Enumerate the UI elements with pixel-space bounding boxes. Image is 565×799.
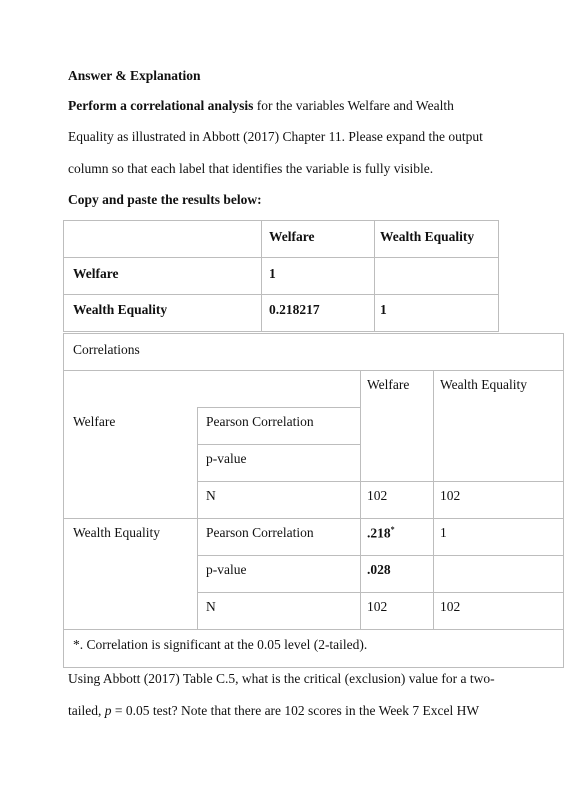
question-line-1: Using Abbott (2017) Table C.5, what is the critical (exclusion) value for a two- (68, 671, 495, 686)
instruction-line-1 (68, 98, 454, 114)
answer-heading: Answer & Explanation (68, 68, 201, 83)
question-line-2 (68, 703, 479, 719)
corr-value-pearson-self: 1 (440, 525, 447, 540)
corr-value-pearson-number: .218 (367, 525, 391, 541)
matrix-header-wealth-equality: Wealth Equality (380, 229, 475, 244)
corr-header-wealth-equality: Wealth Equality (440, 377, 528, 392)
instruction-bold-lead: Perform a correlational analysis (68, 98, 254, 113)
corr-value-n: 102 (440, 488, 461, 503)
copy-heading: Copy and paste the results below: (68, 192, 262, 207)
corr-stat-label: N (206, 599, 216, 614)
corr-stat-label: N (206, 488, 216, 503)
corr-value-n: 102 (367, 599, 388, 614)
corr-value-pearson (367, 525, 395, 542)
corr-value-n: 102 (440, 599, 461, 614)
corr-header-welfare: Welfare (367, 377, 410, 392)
corr-value-p: .028 (367, 562, 391, 577)
p-symbol: p (104, 703, 112, 718)
matrix-header-welfare: Welfare (269, 229, 315, 244)
question-line-2-start: tailed, (68, 703, 105, 718)
significance-marker: * (390, 525, 395, 534)
correlations-footnote: *. Correlation is significant at the 0.05 level (2-tailed). (73, 637, 368, 652)
matrix-row-label-welfare: Welfare (73, 266, 119, 281)
correlation-matrix-table (63, 220, 499, 332)
corr-value-n: 102 (367, 488, 388, 503)
corr-variable-welfare: Welfare (73, 414, 116, 429)
corr-stat-label: Pearson Correlation (206, 414, 314, 429)
corr-stat-label: p-value (206, 562, 247, 577)
corr-stat-label: Pearson Correlation (206, 525, 314, 540)
correlations-output-table (63, 333, 564, 668)
matrix-cell-wealth-wealth: 1 (380, 302, 387, 317)
matrix-row-label-wealth-equality: Wealth Equality (73, 302, 168, 317)
instruction-line-3: column so that each label that identifies the variable is fully visible. (68, 161, 434, 176)
matrix-cell-wealth-welfare: 0.218217 (269, 302, 320, 317)
instruction-line-1-rest: for the variables Welfare and Wealth (253, 98, 454, 113)
question-line-2-rest: = 0.05 test? Note that there are 102 scores in the Week 7 Excel HW (111, 703, 480, 718)
correlations-title: Correlations (73, 342, 140, 357)
corr-variable-wealth-equality: Wealth Equality (73, 525, 161, 540)
corr-stat-label: p-value (206, 451, 247, 466)
matrix-cell-welfare-welfare: 1 (269, 266, 276, 281)
instruction-line-2: Equality as illustrated in Abbott (2017) Chapter 11. Please expand the output (68, 129, 483, 144)
